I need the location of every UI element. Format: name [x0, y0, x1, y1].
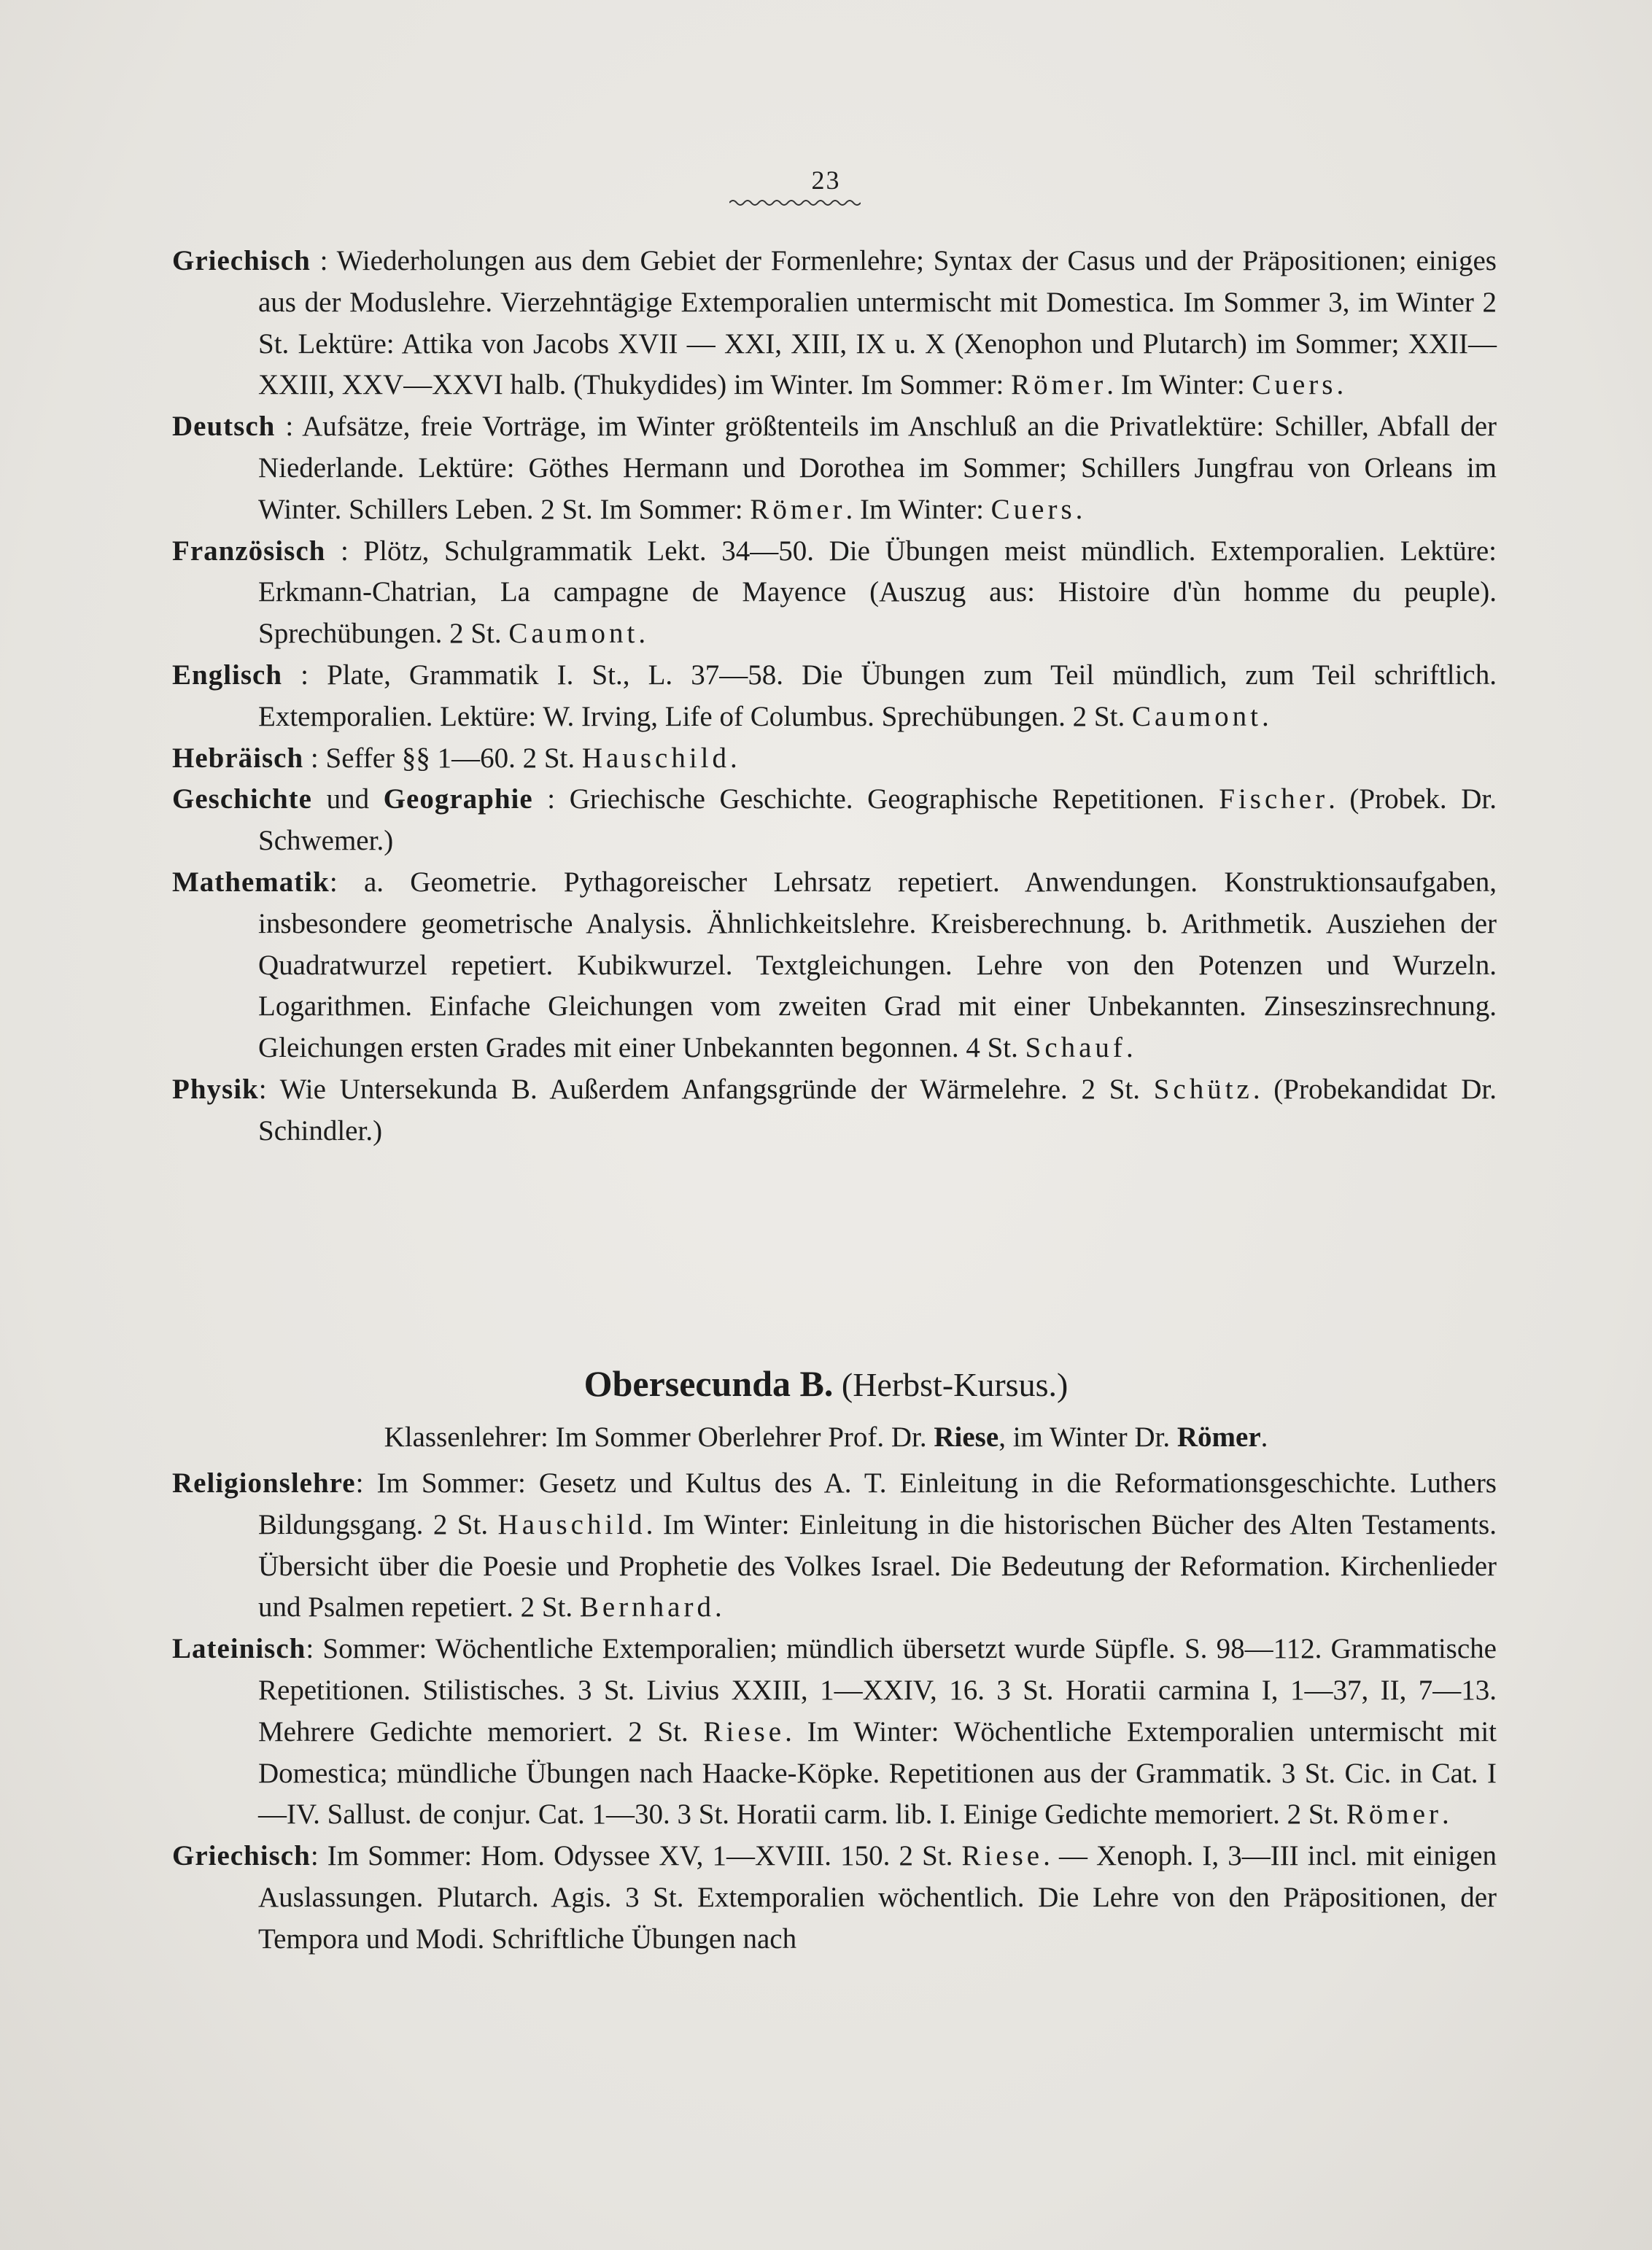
entry-deutsch: [172, 406, 1497, 530]
class-teacher-middle: , im Winter Dr.: [998, 1421, 1177, 1453]
entry-geschichte-geographie: [172, 779, 1497, 862]
subject-label: Englisch: [172, 659, 283, 691]
entry-physik: [172, 1069, 1497, 1152]
section-2: [172, 1463, 1497, 1960]
separator: :: [275, 411, 303, 443]
entry-text: Wie Untersekunda B. Außerdem Anfangsgründe der Wärmelehre. 2 St.: [279, 1073, 1154, 1105]
entry-text: Aufsätze, freie Vorträge, im Winter größtenteils im Anschluß an die Privatlektüre: Schiller, Abfall der Niederlande. Lektüre: Göthes Hermann und Dorothea im Sommer; Schillers Jungfrau von Orleans im Winter. Schillers Leben. 2 St. Im Sommer:: [258, 411, 1497, 525]
entry-text: . (Probekandidat Dr. Schindler.): [258, 1073, 1497, 1147]
entry-griechisch-2: [172, 1836, 1497, 1960]
teacher-name: Riese: [961, 1840, 1044, 1872]
teacher-name: Caumont: [508, 618, 639, 650]
teacher-name: Riese: [703, 1715, 786, 1747]
teacher-name: Fischer: [1219, 783, 1329, 815]
entry-englisch: [172, 655, 1497, 738]
subject-label: Religionslehre: [172, 1467, 356, 1499]
entry-text: Wiederholungen aus dem Gebiet der Formenlehre; Syntax der Casus und der Präpositionen; einiges aus der Moduslehre. Vierzehntägige Extemporalien untermischt mit Domestica. Im Sommer 3, im Winter 2 St. Lektüre: Attika von Jacobs XVII — XXI, XIII, IX u. X (Xenophon und Plutarch) im Sommer; XXII—XXIII, XXV—XXVI halb. (Thukydides) im Winter. Im Sommer:: [258, 245, 1497, 401]
teacher-name: Cuers: [990, 493, 1076, 525]
subject-label: Hebräisch: [172, 742, 304, 774]
teacher-name: Schütz: [1153, 1073, 1253, 1105]
separator: :: [258, 1073, 280, 1105]
subject-label: Geschichte: [172, 783, 312, 815]
entry-text: .: [730, 742, 737, 774]
teacher-name: Römer: [750, 493, 846, 525]
teacher-name: Riese: [934, 1421, 999, 1453]
teacher-name: Cuers: [1252, 369, 1337, 401]
entry-text: . (Probek. Dr. Schwemer.): [258, 783, 1497, 857]
entry-text: Plötz, Schulgrammatik Lekt. 34—50. Die Übungen meist mündlich. Extemporalien. Lektüre: Erkmann-Chatrian, La campagne de Mayence (Auszug aus: Histoire d'ùn homme du peuple). Sprechübungen. 2 St.: [258, 535, 1497, 650]
entry-hebraeisch: [172, 738, 1497, 780]
page-number: 23: [811, 166, 841, 195]
entry-text: .: [638, 618, 646, 650]
section-1: [172, 241, 1497, 1152]
class-teacher-line: [0, 1421, 1652, 1454]
entry-text: . — Xenoph. I, 3—III incl. mit einigen Auslassungen. Plutarch. Agis. 3 St. Extemporalien wöchentlich. Die Lehre von den Präpositionen, der Tempora und Modi. Schriftliche Übungen nach: [258, 1840, 1497, 1955]
entry-mathematik: [172, 862, 1497, 1069]
page-number-ornament: [729, 198, 861, 207]
teacher-name: Römer: [1176, 1421, 1261, 1453]
teacher-name: Römer: [1346, 1799, 1443, 1831]
teacher-name: Hauschild: [497, 1508, 646, 1540]
separator: :: [303, 742, 326, 774]
entry-text: Plate, Grammatik I. St., L. 37—58. Die Übungen zum Teil mündlich, zum Teil schriftlich. Extemporalien. Lektüre: W. Irving, Life of Columbus. Sprechübungen. 2 St.: [258, 659, 1497, 732]
entry-text: . Im Winter: Wöchentliche Extemporalien untermischt mit Domestica; mündliche Übungen nach Haacke-Köpke. Repetitionen aus der Grammatik. 3 St. Cic. in Cat. I—IV. Sallust. de conjur. Cat. 1—30. 3 St. Horatii carm. lib. I. Einige Gedichte memoriert. 2 St.: [258, 1715, 1497, 1831]
entry-griechisch: [172, 241, 1497, 406]
entry-text: .: [1261, 700, 1269, 732]
entry-text: .: [1125, 1032, 1133, 1064]
subject-label: Französisch: [172, 535, 326, 567]
separator: :: [282, 659, 327, 691]
entry-text: a. Geometrie. Pythagoreischer Lehrsatz repetiert. Anwendungen. Konstruktionsaufgaben, insbesondere geometrische Analysis. Ähnlichkeitslehre. Kreisberechnung. b. Arithmetik. Ausziehen der Quadratwurzel repetiert. Kubikwurzel. Textgleichungen. Lehre von den Potenzen und Wurzeln. Logarithmen. Einfache Gleichungen vom zweiten Grad mit einer Unbekannten. Zinseszinsrechnung. Gleichungen ersten Grades mit einer Unbekannten begonnen. 4 St.: [258, 866, 1497, 1064]
entry-text: . Im Winter:: [1106, 369, 1252, 401]
entry-text: Seffer §§ 1—60. 2 St.: [325, 742, 582, 774]
entry-text: Im Sommer: Hom. Odyssee XV, 1—XVIII. 150. 2 St.: [327, 1840, 962, 1872]
subject-label: Griechisch: [172, 245, 311, 276]
heading-subtitle: (Herbst-Kursus.): [833, 1366, 1069, 1403]
section-heading: [0, 1362, 1652, 1405]
entry-text: . Im Winter: Einleitung in die historischen Bücher des Alten Testaments. Übersicht über die Poesie und Prophetie des Volkes Israel. Die Bedeutung der Reformation. Kirchenlieder und Psalmen repetiert. 2 St.: [258, 1508, 1497, 1624]
entry-text: .: [1442, 1799, 1449, 1831]
separator: :: [355, 1467, 377, 1499]
class-teacher-prefix: Klassenlehrer: Im Sommer Oberlehrer Prof. Dr.: [384, 1421, 934, 1453]
entry-text: Sommer: Wöchentliche Extemporalien; mündlich übersetzt wurde Süpfle. S. 98—112. Grammatische Repetitionen. Stilistisches. 3 St. Livius XXIII, 1—XXIV, 16. 3 St. Horatii carmina I, 1—37, II, 7—13. Mehrere Gedichte memoriert. 2 St.: [258, 1633, 1497, 1747]
subject-label: Physik: [172, 1073, 259, 1105]
subject-label: Griechisch: [172, 1840, 311, 1872]
subject-label: Lateinisch: [172, 1633, 306, 1665]
separator: :: [329, 866, 364, 898]
subject-label: Deutsch: [172, 411, 276, 443]
heading-title: Obersecunda B.: [583, 1363, 834, 1404]
teacher-name: Schauf: [1025, 1032, 1126, 1064]
separator: :: [310, 245, 337, 276]
separator: und: [311, 783, 384, 815]
subject-label: Geographie: [383, 783, 533, 815]
separator: :: [310, 1840, 327, 1872]
entry-text: . Im Winter:: [845, 493, 991, 525]
entry-religionslehre: [172, 1463, 1497, 1629]
separator: :: [306, 1633, 323, 1665]
separator: :: [532, 783, 570, 815]
entry-text: .: [1075, 493, 1083, 525]
teacher-name: Caumont: [1131, 700, 1262, 732]
entry-lateinisch: [172, 1629, 1497, 1836]
teacher-name: Römer: [1011, 369, 1107, 401]
separator: :: [325, 535, 364, 567]
entry-text: Im Sommer: Gesetz und Kultus des A. T. Einleitung in die Reformationsgeschichte. Luthers Bildungsgang. 2 St.: [258, 1467, 1497, 1540]
teacher-name: Bernhard: [579, 1591, 715, 1624]
entry-text: Griechische Geschichte. Geographische Repetitionen.: [569, 783, 1219, 815]
entry-text: .: [1336, 369, 1344, 401]
subject-label: Mathematik: [172, 866, 330, 898]
entry-franzoesisch: [172, 531, 1497, 655]
class-teacher-suffix: .: [1260, 1421, 1268, 1453]
entry-text: .: [714, 1591, 722, 1624]
teacher-name: Hauschild: [581, 742, 730, 774]
